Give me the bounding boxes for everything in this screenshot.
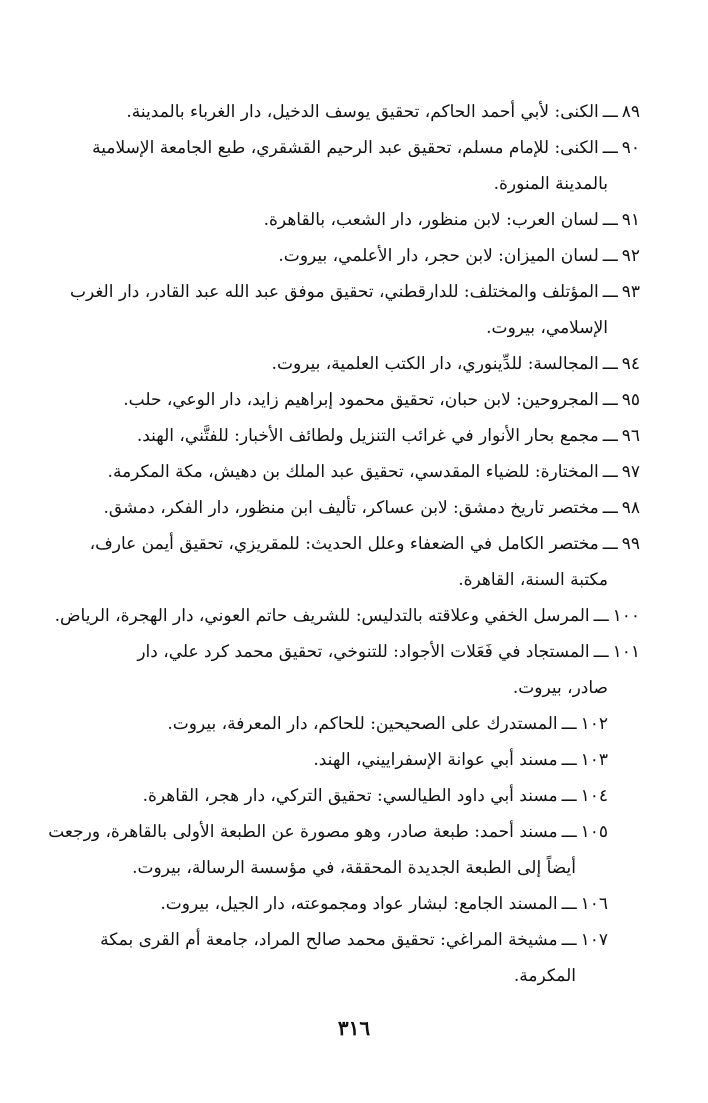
entry-number: ١٠٧: [580, 930, 608, 950]
entry-continuation: أيضاً إلى الطبعة الجديدة المحققة، في مؤسسة الرسالة، بيروت.: [132, 858, 576, 878]
entry-text: مسند أحمد: طبعة صادر، وهو مصورة عن الطبعة الأولى بالقاهرة، ورجعت: [48, 822, 558, 842]
bibliography-entry-95: [48, 382, 640, 418]
entry-dash: ـــ: [561, 930, 577, 950]
entry-dash: ـــ: [561, 750, 577, 770]
entry-text: مختصر الكامل في الضعفاء وعلل الحديث: للمقريزي، تحقيق أيمن عارف،: [89, 534, 599, 554]
bibliography-entry-106: [48, 886, 640, 922]
entry-dash: ـــ: [561, 786, 577, 806]
entry-text: لسان الميزان: لابن حجر، دار الأعلمي، بيروت.: [278, 246, 599, 266]
entry-dash: ـــ: [593, 606, 609, 626]
entry-text: المسند الجامع: لبشار عواد ومجموعته، دار الجيل، بيروت.: [160, 894, 558, 914]
entry-dash: ـــ: [602, 102, 618, 122]
bibliography-entry-89: [48, 94, 640, 130]
entry-number: ٩١: [621, 210, 640, 230]
entry-text: مختصر تاريخ دمشق: لابن عساكر، تأليف ابن منظور، دار الفكر، دمشق.: [103, 498, 599, 518]
entry-continuation: المكرمة.: [513, 966, 576, 986]
bibliography-entry-101: [48, 634, 640, 706]
entry-number: ١٠٤: [580, 786, 608, 806]
bibliography-entry-91: [48, 202, 640, 238]
entry-number: ١٠١: [612, 642, 640, 662]
entry-number: ١٠٢: [580, 714, 608, 734]
entry-number: ٩٧: [621, 462, 640, 482]
entry-text: مسند أبي عوانة الإسفراييني، الهند.: [313, 750, 558, 770]
bibliography-entry-107: [48, 922, 640, 994]
entry-number: ١٠٠: [612, 606, 640, 626]
bibliography-list: [48, 94, 640, 994]
entry-number: ٩٨: [621, 498, 640, 518]
entry-dash: ـــ: [602, 354, 618, 374]
entry-number: ٩٦: [621, 426, 640, 446]
entry-number: ٩٩: [621, 534, 640, 554]
entry-continuation: بالمدينة المنورة.: [493, 174, 608, 194]
entry-number: ١٠٣: [580, 750, 608, 770]
entry-number: ٩٢: [621, 246, 640, 266]
bibliography-entry-105: [48, 814, 640, 886]
entry-dash: ـــ: [602, 498, 618, 518]
entry-text: المختارة: للضياء المقدسي، تحقيق عبد الملك بن دهيش، مكة المكرمة.: [107, 462, 599, 482]
entry-number: ٩٣: [621, 282, 640, 302]
bibliography-entry-100: [48, 598, 640, 634]
bibliography-entry-90: [48, 130, 640, 202]
entry-text: مجمع بحار الأنوار في غرائب التنزيل ولطائف الأخبار: للفتَّني، الهند.: [136, 426, 599, 446]
entry-dash: ـــ: [561, 714, 577, 734]
bibliography-entry-97: [48, 454, 640, 490]
entry-text: المستجاد في فَعَلات الأجواد: للتنوخي، تحقيق محمد كرد علي، دار: [137, 642, 590, 662]
entry-text: المرسل الخفي وعلاقته بالتدليس: للشريف حاتم العوني، دار الهجرة، الرياض.: [54, 606, 590, 626]
bibliography-entry-104: [48, 778, 640, 814]
entry-continuation: مكتبة السنة، القاهرة.: [458, 570, 608, 590]
entry-dash: ـــ: [561, 894, 577, 914]
entry-dash: ـــ: [602, 426, 618, 446]
entry-dash: ـــ: [602, 246, 618, 266]
entry-dash: ـــ: [602, 390, 618, 410]
entry-dash: ـــ: [602, 210, 618, 230]
entry-text: المجالسة: للدِّينوري، دار الكتب العلمية، بيروت.: [271, 354, 599, 374]
page-number: ٣١٦: [337, 1016, 371, 1040]
entry-text: الكنى: للإمام مسلم، تحقيق عبد الرحيم القشقري، طبع الجامعة الإسلامية: [92, 138, 599, 158]
entry-dash: ـــ: [602, 282, 618, 302]
entry-dash: ـــ: [593, 642, 609, 662]
entry-number: ٩٤: [621, 354, 640, 374]
entry-continuation: صادر، بيروت.: [512, 678, 608, 698]
entry-text: المؤتلف والمختلف: للدارقطني، تحقيق موفق عبد الله عبد القادر، دار الغرب: [69, 282, 599, 302]
entry-text: الكنى: لأبي أحمد الحاكم، تحقيق يوسف الدخيل، دار الغرباء بالمدينة.: [126, 102, 599, 122]
entry-number: ٩٥: [621, 390, 640, 410]
entry-number: ٩٠: [621, 138, 640, 158]
entry-number: ١٠٥: [580, 822, 608, 842]
bibliography-entry-98: [48, 490, 640, 526]
entry-text: مشيخة المراغي: تحقيق محمد صالح المراد، جامعة أم القرى بمكة: [100, 930, 558, 950]
bibliography-entry-94: [48, 346, 640, 382]
bibliography-entry-96: [48, 418, 640, 454]
entry-text: المجروحين: لابن حبان، تحقيق محمود إبراهيم زايد، دار الوعي، حلب.: [123, 390, 599, 410]
bibliography-entry-92: [48, 238, 640, 274]
entry-dash: ـــ: [602, 534, 618, 554]
bibliography-entry-93: [48, 274, 640, 346]
entry-text: المستدرك على الصحيحين: للحاكم، دار المعرفة، بيروت.: [167, 714, 558, 734]
entry-dash: ـــ: [602, 138, 618, 158]
entry-dash: ـــ: [602, 462, 618, 482]
bibliography-entry-103: [48, 742, 640, 778]
bibliography-entry-99: [48, 526, 640, 598]
entry-number: ١٠٦: [580, 894, 608, 914]
bibliography-entry-102: [48, 706, 640, 742]
entry-number: ٨٩: [621, 102, 640, 122]
entry-continuation: الإسلامي، بيروت.: [486, 318, 608, 338]
entry-text: مسند أبي داود الطيالسي: تحقيق التركي، دار هجر، القاهرة.: [142, 786, 558, 806]
entry-text: لسان العرب: لابن منظور، دار الشعب، بالقاهرة.: [263, 210, 599, 230]
entry-dash: ـــ: [561, 822, 577, 842]
